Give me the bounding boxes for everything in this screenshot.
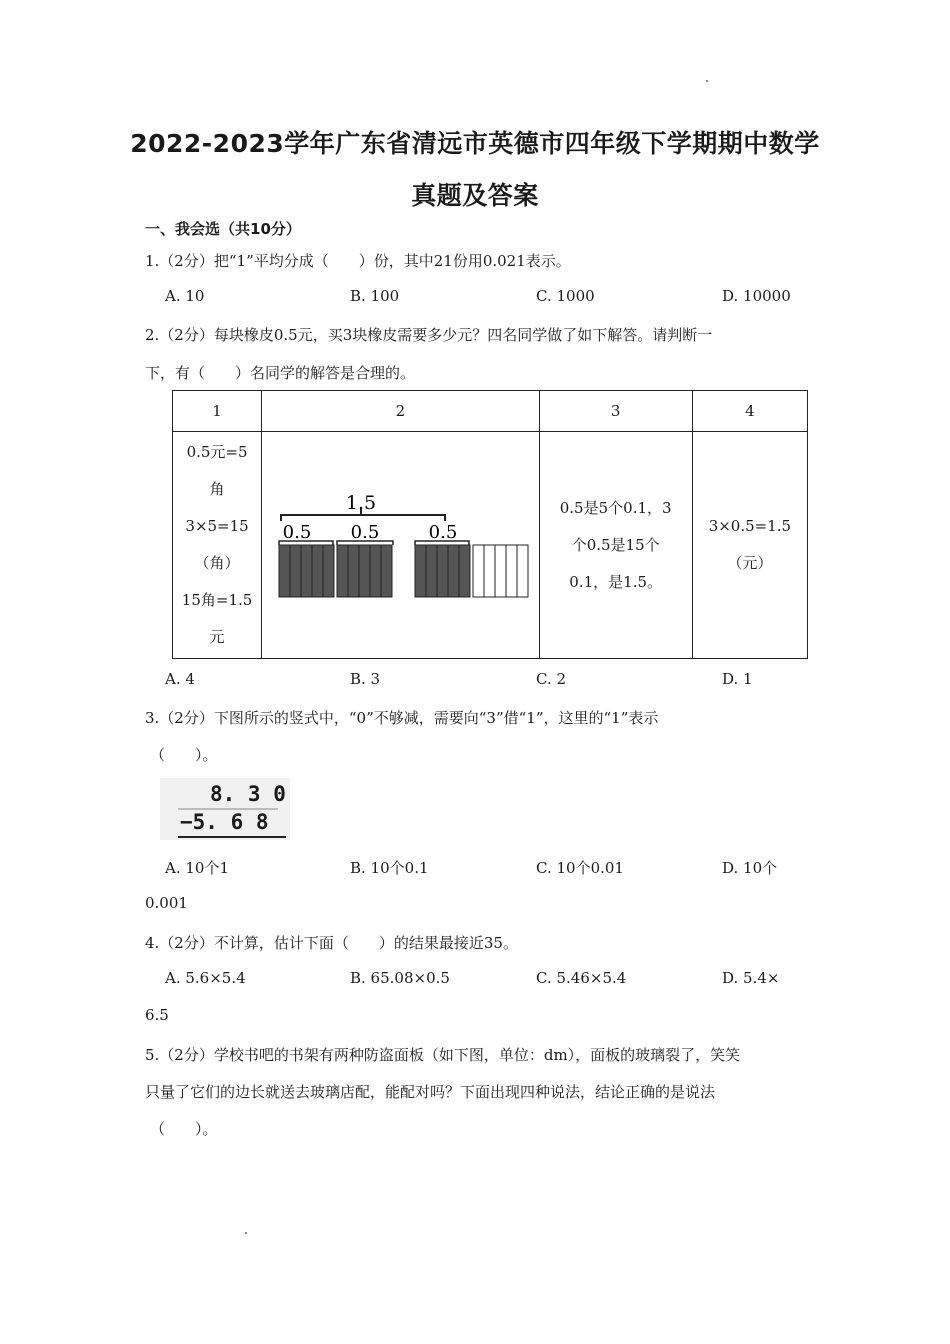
shaded-bar [301, 545, 312, 597]
empty-bar [506, 545, 517, 597]
figure-bars [279, 545, 528, 597]
solution-3-line: 0.5是5个0.1，3 [559, 498, 672, 517]
shaded-bar [348, 545, 359, 597]
q4-option-d: D. 5.4× [722, 969, 780, 987]
solution-4-line: 3×0.5=1.5 [708, 517, 792, 535]
shaded-bar [448, 545, 459, 597]
shaded-bar [359, 545, 370, 597]
table-header-3: 3 [539, 391, 692, 432]
table-header-4: 4 [692, 391, 807, 432]
solution-3-cell [539, 432, 692, 659]
table-header-2: 2 [262, 391, 539, 432]
solution-1-cell [173, 432, 262, 659]
solution-1-line: 0.5元=5 [186, 443, 248, 461]
q3-option-c: C. 10个0.01 [536, 859, 624, 877]
solution-3-line: 个0.5是15个 [571, 535, 660, 554]
figure-top-label: 1.5 [346, 492, 377, 514]
q3-option-b: B. 10个0.1 [350, 859, 429, 877]
q1-text: 1.（2分）把“1”平均分成（ ）份，其中21份用0.021表示。 [145, 252, 571, 270]
q4-option-d-continued: 6.5 [145, 1006, 169, 1024]
solution-1-line: 15角=1.5 [181, 591, 253, 609]
shaded-bar [323, 545, 334, 597]
solution-3-line: 0.1，是1.5。 [569, 572, 663, 591]
q2-text-line1: 2.（2分）每块橡皮0.5元，买3块橡皮需要多少元？四名同学做了如下解答。请判断一 [145, 326, 713, 344]
q2-solutions-table [172, 390, 808, 659]
q3-text-line1: 3.（2分）下图所示的竖式中，“0”不够减，需要向“3”借“1”，这里的“1”表示 [145, 709, 659, 727]
solution-1-line: 元 [209, 628, 225, 646]
empty-bar [473, 545, 484, 597]
solution-1-line: 3×5=15 [185, 517, 249, 535]
q1-option-d: D. 10000 [722, 287, 791, 305]
solution-1-line: 角 [209, 480, 225, 498]
empty-bar [484, 545, 495, 597]
q3-subtraction-figure [160, 778, 290, 840]
q5-text-line2: 只量了它们的边长就送去玻璃店配，能配对吗？下面出现四种说法，结论正确的是说法 [145, 1083, 716, 1101]
q2-option-a: A. 4 [165, 670, 195, 688]
q3-option-a: A. 10个1 [165, 859, 229, 877]
empty-bar [495, 545, 506, 597]
q2-option-b: B. 3 [350, 670, 381, 688]
q4-text: 4.（2分）不计算，估计下面（ ）的结果最接近35。 [145, 934, 518, 952]
speck-bottom [245, 1232, 247, 1234]
figure-small-brace-1 [279, 541, 333, 545]
figure-small-brace-2 [337, 541, 393, 545]
q4-option-b: B. 65.08×0.5 [350, 969, 450, 987]
q1-option-c: C. 1000 [536, 287, 595, 305]
page-title-line1: 2022-2023学年广东省清远市英德市四年级下学期期中数学 [130, 129, 820, 158]
q1-option-a: A. 10 [165, 287, 205, 305]
shaded-bar [370, 545, 381, 597]
section-heading: 一、我会选（共10分） [145, 220, 301, 238]
q1-option-b: B. 100 [350, 287, 400, 305]
speck-top [706, 80, 708, 82]
q2-option-d: D. 1 [722, 670, 753, 688]
shaded-bar [290, 545, 301, 597]
figure-small-brace-3 [415, 541, 469, 545]
page-title-line2: 真题及答案 [411, 181, 539, 210]
q2-text-line2: 下，有（ ）名同学的解答是合理的。 [145, 364, 416, 382]
solution-4-line: （元） [727, 554, 773, 572]
q3-text-line2: （ ）。 [150, 746, 218, 764]
q5-text-line1: 5.（2分）学校书吧的书架有两种防盗面板（如下图，单位：dm），面板的玻璃裂了，笑笑 [145, 1046, 741, 1064]
figure-group-label-1: 0.5 [283, 522, 312, 543]
shaded-bar [437, 545, 448, 597]
solution-1-line: （角） [194, 554, 240, 572]
figure-group-label-2: 0.5 [351, 522, 380, 543]
q3-option-d-continued: 0.001 [145, 894, 188, 912]
shaded-bar [381, 545, 392, 597]
q5-text-line3: （ ）。 [150, 1120, 218, 1138]
q3-underline [178, 836, 286, 838]
table-header-1: 1 [173, 391, 262, 432]
figure-group-label-3: 0.5 [429, 522, 458, 543]
solution-2-cell [262, 432, 539, 659]
shaded-bar [426, 545, 437, 597]
shaded-bar [459, 545, 470, 597]
shaded-bar [279, 545, 290, 597]
q4-option-a: A. 5.6×5.4 [165, 969, 246, 987]
shaded-bar [312, 545, 323, 597]
q4-option-c: C. 5.46×5.4 [536, 969, 627, 987]
empty-bar [517, 545, 528, 597]
shaded-bar [337, 545, 348, 597]
q3-subtrahend: −5. 6 8 [180, 810, 269, 834]
q3-minuend: 8. 3 0 [210, 782, 286, 806]
q2-option-c: C. 2 [536, 670, 567, 688]
bar-model-figure [269, 485, 531, 605]
shaded-bar [415, 545, 426, 597]
solution-4-cell [692, 432, 807, 659]
q3-option-d: D. 10个 [722, 859, 778, 877]
